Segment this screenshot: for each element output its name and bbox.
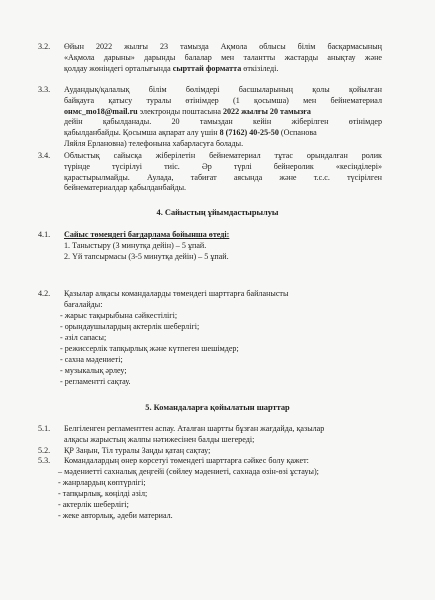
list-item: - тапқырлық, көңілді әзіл; [58,489,148,499]
text-line: Аудандық/қалалық білім бөлімдері басшыларының қолы қойылған [64,85,382,94]
paragraph-number: 3.3. [38,85,51,94]
text-line [64,64,278,75]
paragraph-number: 5.3. [38,456,51,466]
paragraph-title: Сайыс төмендегі бағдарлама бойынша өтеді: [64,230,230,239]
list-item: - жарыс тақырыбына сәйкестілігі; [60,311,178,320]
paragraph-number: 3.2. [38,42,51,51]
text-segment: өткізіледі. [241,63,279,73]
text-line: түрінде түсірілуі тиіс. Әр түрлі бейнеролик «кесінділері» [64,161,382,171]
list-item: - жанрлардың көптүрлігі; [58,478,146,488]
list-item: - орындаушылардың актерлік шеберлігі; [60,322,200,331]
list-item: 2. Үй тапсырмасы (3-5 минутқа дейін) – 5 ұпай. [64,252,229,261]
text-line: бейнематериалдар қабылданбайды. [64,183,187,193]
text-line: бағалайды: [64,299,103,309]
section-heading: 4. Сайыстың ұйымдастырылуы [156,208,279,217]
text-line: қарастырылмайды. Аулада, табиғат аясында және т.с.с. түсірілген [64,172,382,182]
text-line: алқасы жарыстың жалпы нәтижесінен балды шегереді; [64,434,255,444]
text-line: Өйын 2022 жылғы 23 тамызда Ақмола облысы білім басқармасының [64,42,382,51]
paragraph-number: 3.4. [38,151,51,160]
section-heading: 5. Командаларға қойылатын шарттар [145,403,290,412]
email-link[interactable]: oнмс_mo18@mail.ru [64,106,138,116]
text-line: Командалардың өнер көрсетуі төмендегі шарттарға сәйкес болу қажет: [64,456,309,466]
list-item: - әзіл сапасы; [60,333,107,342]
text-line [64,107,311,118]
phone-number: 8 (7162) 40-25-50 [219,128,279,138]
text-line: дейін қабылданады. 20 тамыздан кейін жіберілген өтінімдер [64,117,382,127]
text-line: «Ақмола дарыны» дарынды балалар мен талантты жастарды анықтау және [64,52,382,62]
bold-text: сырттай форматта [172,63,242,73]
paragraph-number: 5.1. [38,424,51,433]
paragraph-number: 5.2. [38,445,51,455]
text-line [64,128,317,139]
text-segment: қолдау жөніндегі орталығында [64,63,171,73]
list-item: - музыкалық әрлеу; [60,366,127,375]
list-item: - жеке авторлық, әдеби материал. [58,511,173,521]
text-segment: (Оспанова [278,128,317,138]
paragraph-number: 4.1. [38,230,51,239]
bold-text: 2022 жылғы 20 тамызға [222,106,311,116]
text-segment: электронды поштасына [137,106,223,116]
list-item: - режиссерлік тапқырлық және күтпеген шешімдер; [60,344,239,353]
text-line: Ляйля Ерлановна) телефонына хабарласуға болады. [64,139,244,148]
text-line: Қазылар алқасы командаларды төмендегі шарттарға байланысты [64,289,289,298]
text-line: ҚР Заңын, Тіл туралы Заңды қатаң сақтау; [64,445,211,455]
list-item: - актерлік шеберлігі; [58,500,129,510]
text-line: Облыстық сайысқа жіберілетін бейнематериал тұтас орындалған ролик [64,151,382,160]
text-segment: қабылданбайды. Қосымша ақпарат алу үшін [64,128,220,138]
list-item: - регламентті сақтау. [60,377,131,386]
list-item: 1. Таныстыру (3 минутқа дейін) – 5 ұпай. [64,241,207,250]
list-item: - сахна мәдениеті; [60,355,123,364]
list-item: – мәдениетті сахналық деңгейі (сөйлеу мәдениеті, сахнада өзін-өзі ұстауы); [58,467,319,477]
text-line: байқауға қатысу туралы өтінімдер (1 қосымша) мен бейнематериал [64,95,382,105]
text-line: Белгіленген регламенттен аспау. Аталған шартты бұзған жағдайда, қазылар [64,424,325,433]
paragraph-number: 4.2. [38,289,51,298]
